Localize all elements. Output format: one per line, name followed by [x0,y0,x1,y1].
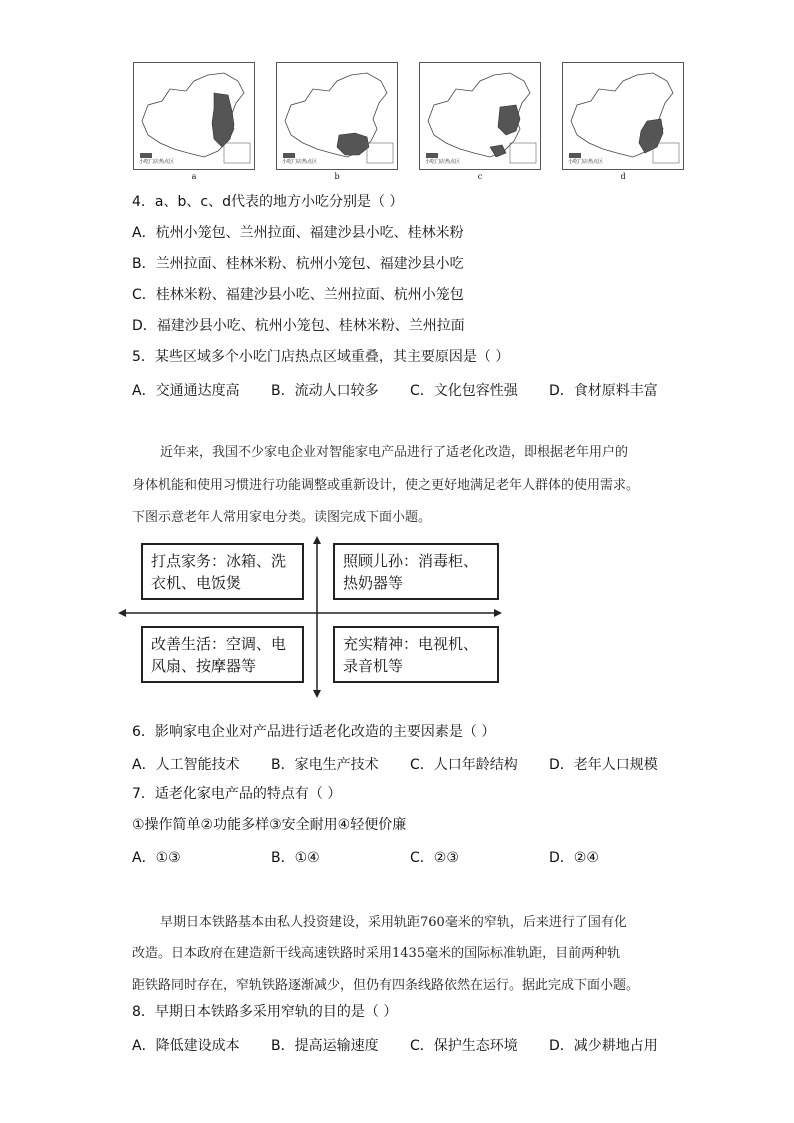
appliance-quadrant-diagram [118,536,503,698]
map-a [133,62,255,170]
question-6-option-a: A．人工智能技术 [132,757,240,773]
question-5-options [132,380,692,398]
map-caption-d: d [620,172,626,181]
question-4-option-d: D．福建沙县小吃、杭州小笼包、桂林米粉、兰州拉面 [132,318,465,334]
question-5-option-c: C．文化包容性强 [410,383,518,399]
question-7-option-a: A．①③ [132,850,181,866]
quadrant-bottom-right: 充实精神：电视机、录音机等 [333,626,499,683]
map-caption-b: b [334,172,340,181]
passage-1-line-3: 下图示意老年人常用家电分类。读图完成下面小题。 [132,510,432,525]
question-8-options [132,1035,692,1053]
china-map-a [134,63,255,170]
question-6-option-d: D．老年人口规模 [549,757,658,773]
question-5-stem: 5．某些区域多个小吃门店热点区域重叠，其主要原因是（ ） [132,349,510,365]
passage-2-line-3: 距铁路同时存在，窄轨铁路逐渐减少，但仍有四条线路依然在运行。据此完成下面小题。 [132,978,640,993]
question-4-option-c: C．桂林米粉、福建沙县小吃、兰州拉面、杭州小笼包 [132,287,464,303]
question-8-option-a: A．降低建设成本 [132,1038,240,1054]
passage-2-line-1: 早期日本铁路基本由私人投资建设，采用轨距760毫米的窄轨，后来进行了国有化 [160,915,627,930]
map-caption-c: c [477,172,483,181]
question-6-option-c: C．人口年龄结构 [410,757,518,773]
question-8-option-c: C．保护生态环境 [410,1038,518,1054]
question-7-stem: 7．适老化家电产品的特点有（ ） [132,786,342,802]
question-8-stem: 8．早期日本铁路多采用窄轨的目的是（ ） [132,1004,398,1020]
map-caption-a: a [191,172,197,181]
china-map-b [277,63,398,170]
china-map-c [420,63,541,170]
question-4-option-b: B．兰州拉面、桂林米粉、杭州小笼包、福建沙县小吃 [132,256,464,272]
question-6-options [132,754,692,772]
question-8-option-b: B．提高运输速度 [271,1038,379,1054]
quadrant-top-right: 照顾儿孙：消毒柜、热奶器等 [333,543,499,600]
quadrant-bottom-left: 改善生活：空调、电风扇、按摩器等 [141,626,304,683]
question-5-option-d: D．食材原料丰富 [549,383,658,399]
question-7-options [132,847,692,865]
quadrant-top-left: 打点家务：冰箱、洗衣机、电饭煲 [141,543,304,600]
map-b [276,62,398,170]
map-strip [133,62,693,184]
passage-1-line-1: 近年来，我国不少家电企业对智能家电产品进行了适老化改造，即根据老年用户的 [160,445,629,460]
map-legend: 小吃门店热点区 [282,159,318,165]
question-5-option-a: A．交通通达度高 [132,383,240,399]
map-d [562,62,684,170]
question-6-option-b: B．家电生产技术 [271,757,379,773]
question-7-items: ①操作简单②功能多样③安全耐用④轻便价廉 [132,817,407,833]
passage-2-line-2: 改造。日本政府在建造新干线高速铁路时采用1435毫米的国际标准轨距，目前两种轨 [132,946,621,961]
question-8-option-d: D．减少耕地占用 [549,1038,658,1054]
question-7-option-d: D．②④ [549,850,599,866]
china-map-d [563,63,684,170]
map-legend: 小吃门店热点区 [425,159,461,165]
question-5-option-b: B．流动人口较多 [271,383,379,399]
question-4-stem: 4．a、b、c、d代表的地方小吃分别是（ ） [132,194,404,210]
question-6-stem: 6．影响家电企业对产品进行适老化改造的主要因素是（ ） [132,724,496,740]
map-c [419,62,541,170]
map-legend: 小吃门店热点区 [139,159,175,165]
passage-1-line-2: 身体机能和使用习惯进行功能调整或重新设计，使之更好地满足老年人群体的使用需求。 [132,478,640,493]
map-legend: 小吃门店热点区 [568,159,604,165]
question-4-option-a: A．杭州小笼包、兰州拉面、福建沙县小吃、桂林米粉 [132,225,464,241]
question-7-option-c: C．②③ [410,850,459,866]
question-7-option-b: B．①④ [271,850,320,866]
